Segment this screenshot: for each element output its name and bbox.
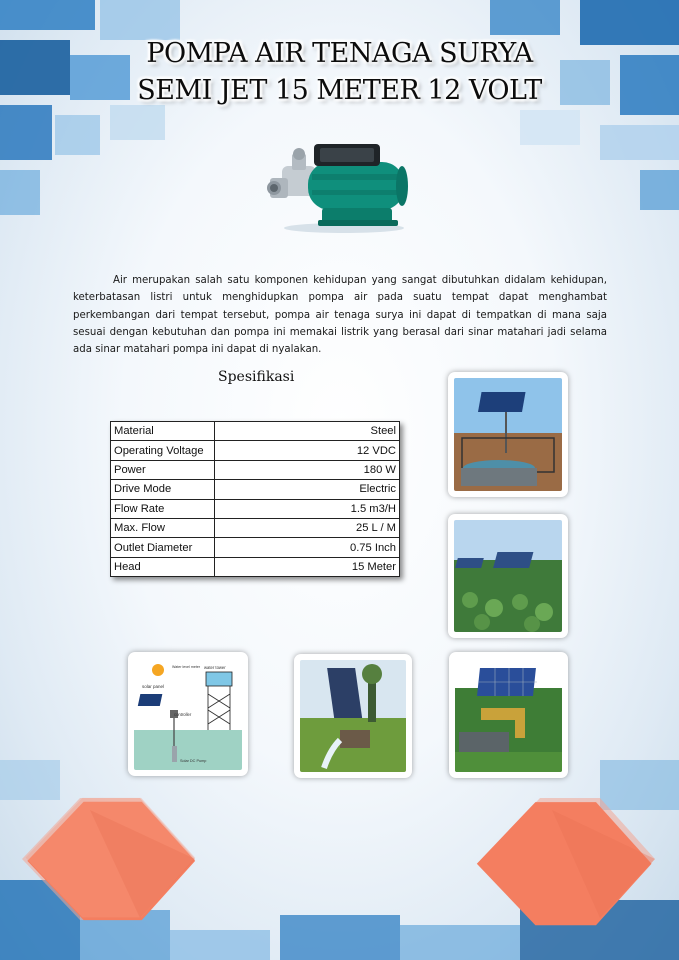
photo-solar-pipe <box>449 652 568 778</box>
spec-label: Outlet Diameter <box>111 538 215 557</box>
table-row <box>111 480 400 499</box>
photo-solar-tank <box>448 372 568 497</box>
spec-label: Drive Mode <box>111 480 215 499</box>
page-title-line2: SEMI JET 15 METER 12 VOLT <box>137 75 542 106</box>
table-row <box>111 422 400 441</box>
spec-value: 180 W <box>215 460 400 479</box>
diagram-label-controller: controller <box>174 712 192 717</box>
photo-solar-outflow <box>294 654 412 778</box>
table-row <box>111 499 400 518</box>
spec-table <box>110 421 400 577</box>
spec-value: Electric <box>215 480 400 499</box>
spec-value: 0.75 Inch <box>215 538 400 557</box>
pump-product-image <box>262 134 422 234</box>
spec-value: Steel <box>215 422 400 441</box>
spec-label: Flow Rate <box>111 499 215 518</box>
photo-system-diagram <box>128 652 248 776</box>
spec-label: Power <box>111 460 215 479</box>
spec-value: 1.5 m3/H <box>215 499 400 518</box>
table-row <box>111 557 400 576</box>
table-row <box>111 538 400 557</box>
diagram-label-water-level: Water level meter <box>172 665 201 669</box>
decorative-hexagons <box>0 790 679 960</box>
page-title-line1: POMPA AIR TENAGA SURYA <box>146 38 533 69</box>
spec-value: 15 Meter <box>215 557 400 576</box>
spec-heading: Spesifikasi <box>218 369 295 385</box>
spec-label: Operating Voltage <box>111 441 215 460</box>
intro-paragraph: Air merupakan salah satu komponen kehidupan yang sangat dibutuhkan didalam kehidupan, keterbatasan listri untuk menghidupkan pompa air pada suatu tempat dapat menghambat perkembangan dari tempat tersebut, pompa air tenaga surya ini dapat di tempatkan di mana saja sesuai dengan kebutuhan dan pompa ini memakai listrik yang berasal dari sinar matahari jadi selama ada sinar matahari pompa ini dapat di nyalakan. <box>73 275 607 355</box>
photo-solar-field <box>448 514 568 638</box>
spec-label: Material <box>111 422 215 441</box>
diagram-label-water-tower: water tower <box>204 665 226 670</box>
table-row <box>111 441 400 460</box>
spec-label: Max. Flow <box>111 518 215 537</box>
spec-value: 25 L / M <box>215 518 400 537</box>
diagram-label-solar-panel: solar panel <box>142 684 165 689</box>
spec-value: 12 VDC <box>215 441 400 460</box>
table-row <box>111 518 400 537</box>
diagram-label-pump: Solar DC Pump <box>180 759 207 763</box>
table-row <box>111 460 400 479</box>
spec-label: Head <box>111 557 215 576</box>
